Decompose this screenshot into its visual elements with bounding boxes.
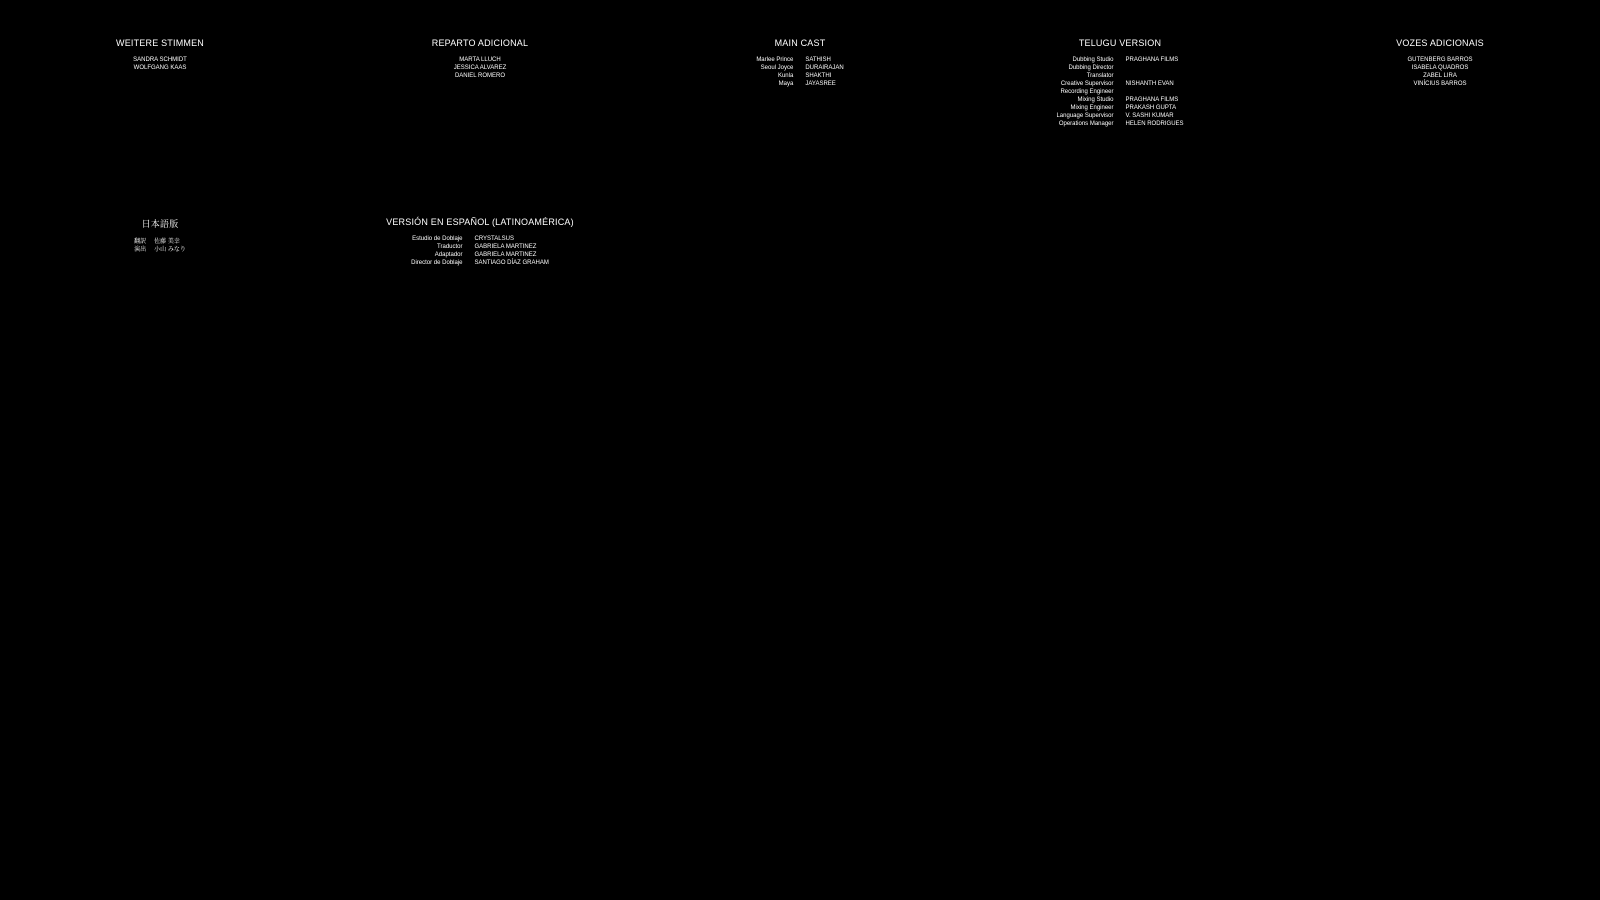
credit-name: MARTA LLUCH — [459, 57, 501, 63]
credits-block-vozes-adicionais — [1360, 38, 1520, 88]
credit-name: VINÍCIUS BARROS — [1413, 81, 1467, 87]
credit-name: CRYSTALSUS — [474, 236, 514, 242]
credits-role-grid — [100, 238, 220, 254]
credit-name — [1126, 72, 1184, 80]
credit-name: ISABELA QUADROS — [1411, 65, 1469, 71]
credits-name-list — [400, 56, 560, 80]
credit-name: GABRIELA MARTINEZ — [474, 244, 537, 250]
credits-block-reparto-adicional — [400, 38, 560, 80]
credit-role: 翻訳 — [134, 239, 147, 245]
credit-name — [1126, 64, 1184, 72]
credit-name: NISHANTH EVAN — [1125, 81, 1174, 87]
credit-role: Maya — [778, 81, 794, 87]
credit-role: Seoul Joyce — [760, 65, 794, 71]
credits-title: 日本語版 — [141, 219, 179, 229]
credit-name: 小山 みなり — [154, 247, 186, 253]
credit-role: Estudio de Doblaje — [412, 236, 463, 242]
credits-title: WEITERE STIMMEN — [116, 38, 204, 48]
credit-role: Dubbing Director — [1068, 65, 1114, 71]
credits-role-grid — [1020, 56, 1220, 128]
credit-role: Adaptador — [434, 252, 463, 258]
credit-name: DURAIRAJAN — [805, 65, 844, 71]
credits-block-main-cast — [720, 38, 880, 88]
credits-block-japanese-version — [100, 217, 220, 254]
credits-title: REPARTO ADICIONAL — [431, 38, 529, 48]
credit-name: PRAGHANA FILMS — [1125, 57, 1179, 63]
credits-role-grid — [720, 56, 880, 88]
credit-name: WOLFGANG KAAS — [133, 65, 187, 71]
credit-name: SANDRA SCHMIDT — [133, 57, 187, 63]
credit-name: GABRIELA MARTINEZ — [474, 252, 537, 258]
credits-block-telugu-version — [1020, 38, 1220, 128]
credit-name: SHAKTHI — [805, 73, 832, 79]
credit-name: DANIEL ROMERO — [454, 73, 506, 79]
credit-name — [1126, 88, 1184, 96]
credits-title: TELUGU VERSION — [1078, 38, 1162, 48]
credit-name: SANTIAGO DÍAZ GRAHAM — [474, 260, 549, 266]
credit-role: Recording Engineer — [1060, 89, 1114, 95]
credit-role: Mixing Studio — [1077, 97, 1114, 103]
credits-title: VOZES ADICIONAIS — [1396, 38, 1484, 48]
credits-title: VERSIÓN EN ESPAÑOL (LATINOAMÉRICA) — [386, 217, 574, 227]
credit-name: PRAKASH GUPTA — [1125, 105, 1177, 111]
credit-role: Marlee Prince — [756, 57, 794, 63]
credit-role: Traductor — [437, 244, 463, 250]
credit-name: 佐藤 美幸 — [154, 239, 180, 245]
credits-block-weitere-stimmen — [80, 38, 240, 72]
credit-name: JESSICA ALVAREZ — [453, 65, 507, 71]
credit-name: HELEN RODRIGUES — [1125, 121, 1184, 127]
credit-role: Language Supervisor — [1056, 113, 1114, 119]
credits-name-list — [80, 56, 240, 72]
credit-role: Dubbing Studio — [1072, 57, 1114, 63]
credit-name: SATHISH — [805, 57, 831, 63]
credit-role: Operations Manager — [1058, 121, 1114, 127]
credit-name: PRAGHANA FILMS — [1125, 97, 1179, 103]
credits-role-grid — [380, 235, 580, 267]
credit-role: Director de Doblaje — [411, 260, 463, 266]
credit-role: Translator — [1086, 73, 1114, 79]
credit-name: JAYASREE — [805, 81, 836, 87]
credit-name: ZABEL LIRA — [1423, 73, 1457, 79]
credit-role: Kunla — [777, 73, 794, 79]
credits-block-version-espanol — [380, 217, 580, 267]
credit-name: V. SASHI KUMAR — [1125, 113, 1174, 119]
credit-role: 演出 — [134, 247, 147, 253]
credit-name: GUTENBERG BARROS — [1407, 57, 1473, 63]
credits-title: MAIN CAST — [774, 38, 826, 48]
credit-role: Creative Supervisor — [1060, 81, 1114, 87]
credit-role: Mixing Engineer — [1070, 105, 1114, 111]
credits-name-list — [1360, 56, 1520, 88]
